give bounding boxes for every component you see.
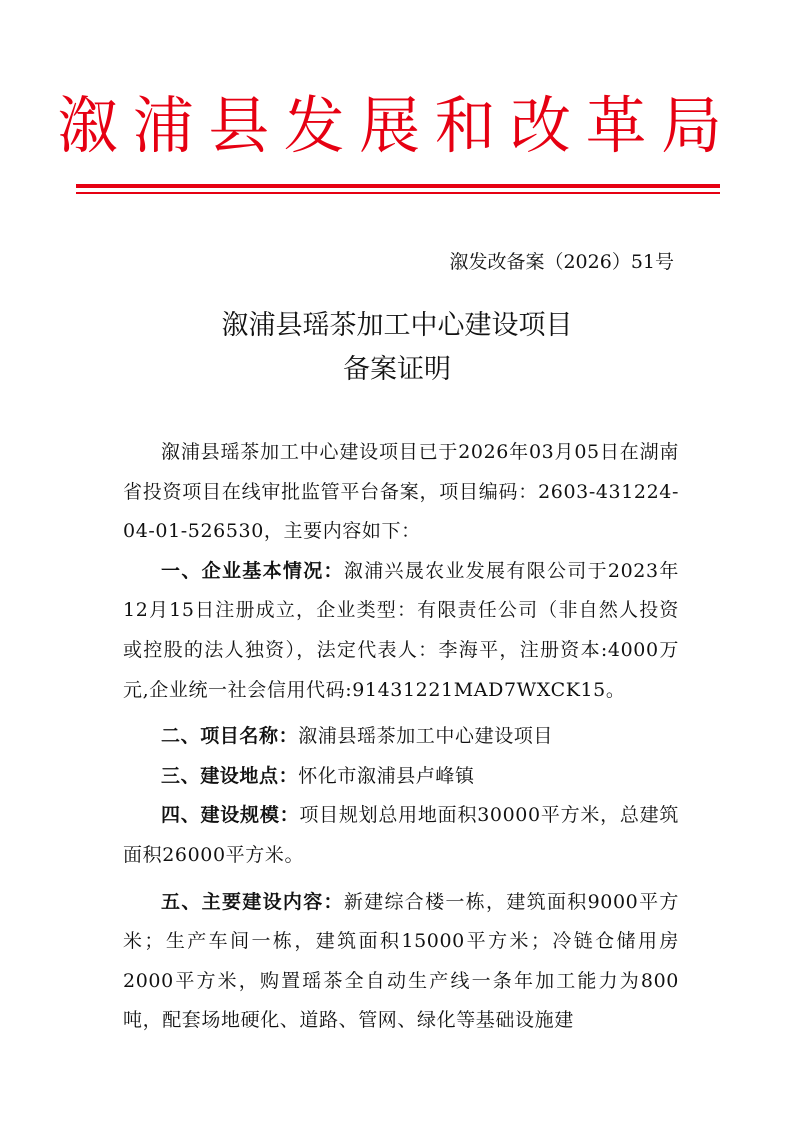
document-title: 溆浦县瑶茶加工中心建设项目: [221, 310, 573, 341]
section-text: 怀化市溆浦县卢峰镇: [298, 764, 475, 787]
section-construction-content: [123, 883, 679, 1041]
header-rule-thin: [76, 192, 720, 194]
section-label: 二、项目名称：: [161, 725, 299, 748]
issuing-authority-header: 溆浦县发展和改革局: [57, 89, 737, 162]
document-number: 溆发改备案（2026）51号: [449, 251, 674, 273]
section-text: 新建综合楼一栋，建筑面积9000平方米；生产车间一栋，建筑面积15000平方米；冷链仓储用房2000平方米，购置瑶茶全自动生产线一条年加工能力为800吨，配套场地硬化、道路、管网、绿化等基础设施建: [123, 890, 680, 1032]
section-scale: [123, 796, 679, 875]
section-location: [123, 757, 679, 797]
document-body: [123, 433, 679, 1041]
header-rule-thick: [76, 184, 720, 188]
section-text: 溆浦兴晟农业发展有限公司于2023年12月15日注册成立，企业类型：有限责任公司（非自然人投资或控股的法人独资），法定代表人：李海平，注册资本:4000万元,企业统一社会信用代码:91431221MAD7WXCK15。: [123, 559, 680, 701]
section-text: 溆浦县瑶茶加工中心建设项目: [298, 725, 554, 748]
document-subtitle: 备案证明: [343, 354, 451, 385]
section-text: 项目规划总用地面积30000平方米，总建筑面积26000平方米。: [123, 804, 679, 866]
section-label: 四、建设规模：: [161, 804, 300, 827]
section-label: 一、企业基本情况：: [161, 559, 344, 582]
intro-paragraph: 溆浦县瑶茶加工中心建设项目已于2026年03月05日在湖南省投资项目在线审批监管平台备案，项目编码：2603-431224-04-01-526530，主要内容如下：: [123, 441, 679, 543]
section-label: 五、主要建设内容：: [161, 890, 344, 913]
section-label: 三、建设地点：: [161, 764, 299, 787]
section-enterprise-info: [123, 552, 679, 710]
section-project-name: [123, 717, 679, 757]
